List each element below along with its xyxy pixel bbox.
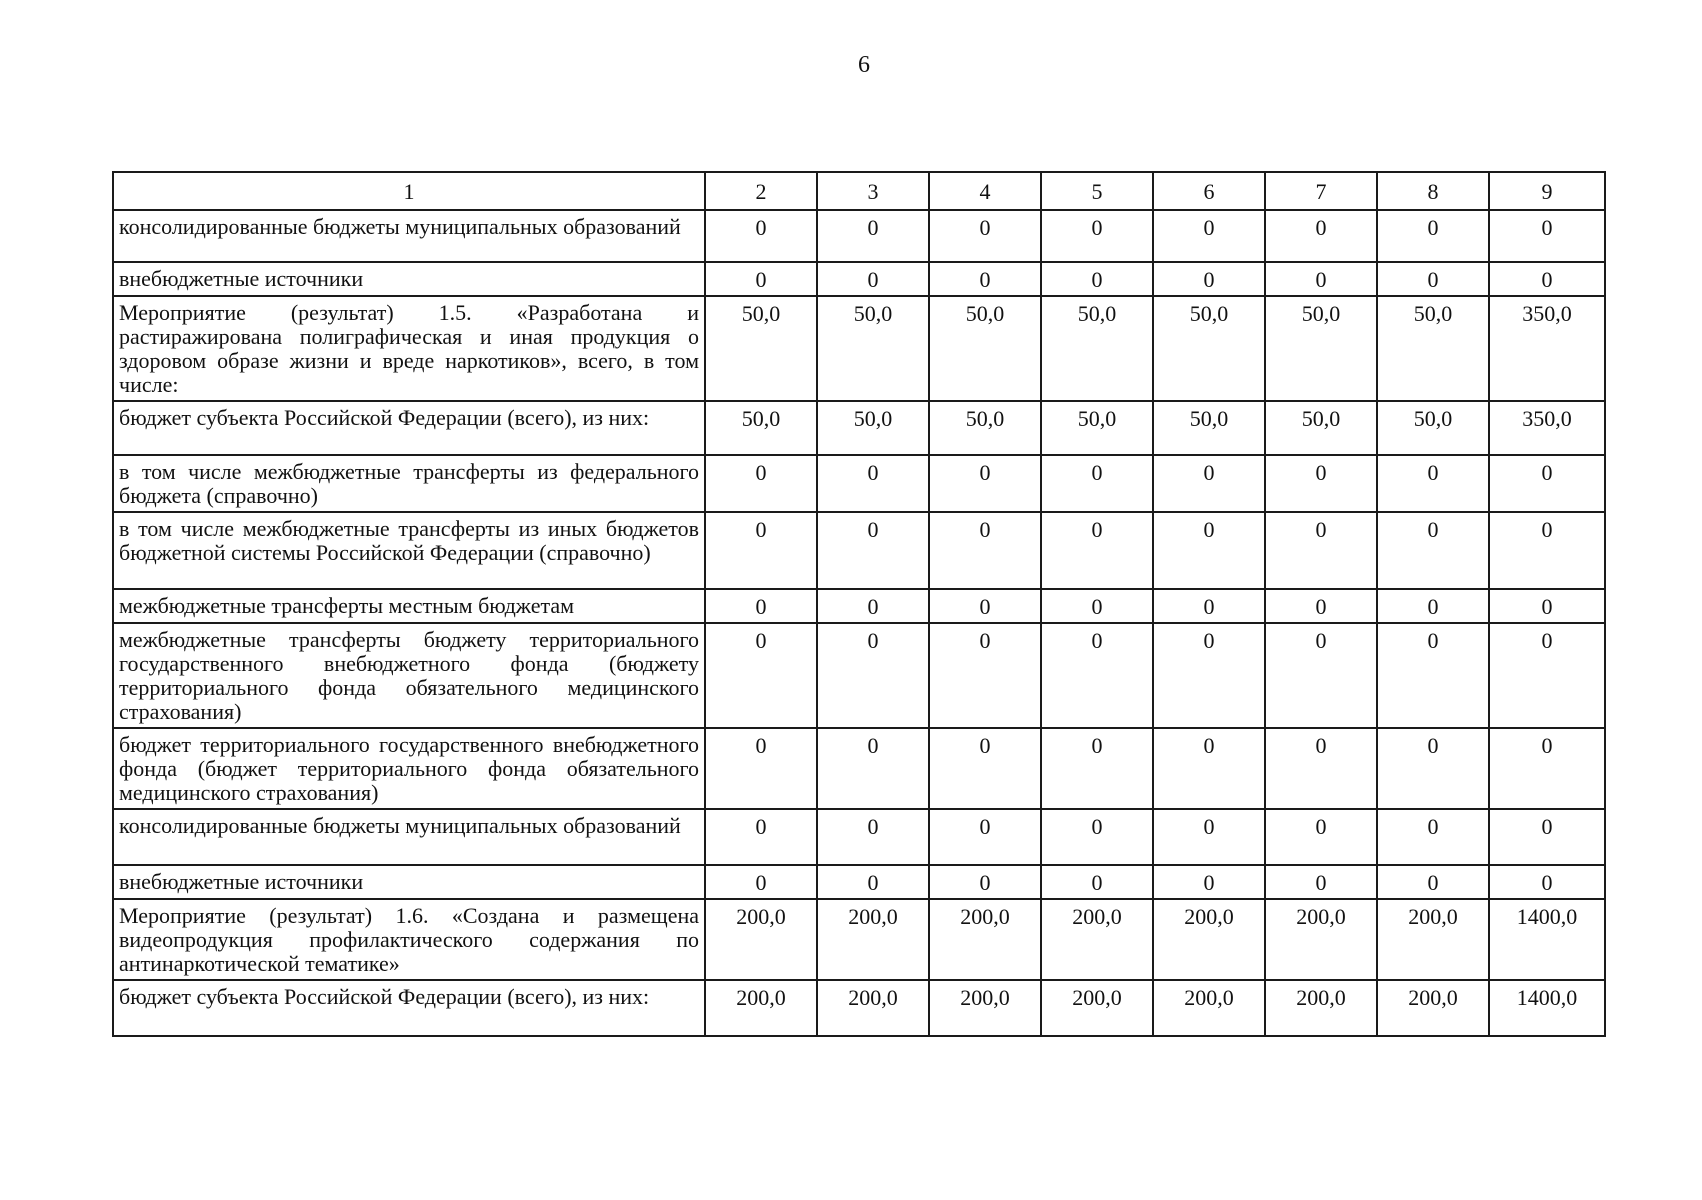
value-cell: 0 bbox=[1377, 728, 1489, 809]
row-label-cell: бюджет субъекта Российской Федерации (всего), из них: bbox=[113, 980, 705, 1036]
value-cell: 200,0 bbox=[1153, 899, 1265, 980]
value-cell: 0 bbox=[817, 512, 929, 589]
value-cell: 200,0 bbox=[1041, 899, 1153, 980]
value-cell: 200,0 bbox=[1377, 980, 1489, 1036]
table-body bbox=[113, 210, 1605, 1036]
value-cell: 0 bbox=[1377, 210, 1489, 262]
value-cell: 200,0 bbox=[1153, 980, 1265, 1036]
value-cell: 0 bbox=[1153, 210, 1265, 262]
value-cell: 0 bbox=[1489, 262, 1605, 296]
row-label-cell: Мероприятие (результат) 1.6. «Создана и размещена видеопродукция профилактического содержания по антинаркотической тематике» bbox=[113, 899, 705, 980]
header-cell: 7 bbox=[1265, 172, 1377, 210]
value-cell: 0 bbox=[705, 589, 817, 623]
value-cell: 50,0 bbox=[1265, 401, 1377, 455]
value-cell: 0 bbox=[1377, 623, 1489, 728]
value-cell: 0 bbox=[705, 512, 817, 589]
table-row bbox=[113, 455, 1605, 512]
header-cell: 9 bbox=[1489, 172, 1605, 210]
table-row bbox=[113, 296, 1605, 401]
table-row bbox=[113, 728, 1605, 809]
value-cell: 0 bbox=[1377, 512, 1489, 589]
value-cell: 0 bbox=[705, 865, 817, 899]
value-cell: 0 bbox=[1489, 728, 1605, 809]
value-cell: 50,0 bbox=[1153, 401, 1265, 455]
value-cell: 200,0 bbox=[1041, 980, 1153, 1036]
value-cell: 0 bbox=[1265, 512, 1377, 589]
value-cell: 200,0 bbox=[705, 899, 817, 980]
value-cell: 200,0 bbox=[817, 899, 929, 980]
header-cell: 5 bbox=[1041, 172, 1153, 210]
value-cell: 0 bbox=[1377, 455, 1489, 512]
value-cell: 0 bbox=[1153, 623, 1265, 728]
header-cell: 6 bbox=[1153, 172, 1265, 210]
header-cell: 3 bbox=[817, 172, 929, 210]
value-cell: 0 bbox=[1153, 728, 1265, 809]
value-cell: 0 bbox=[705, 210, 817, 262]
value-cell: 0 bbox=[1489, 455, 1605, 512]
value-cell: 0 bbox=[1265, 210, 1377, 262]
value-cell: 0 bbox=[1377, 262, 1489, 296]
value-cell: 0 bbox=[1041, 262, 1153, 296]
value-cell: 0 bbox=[1265, 589, 1377, 623]
value-cell: 0 bbox=[705, 809, 817, 865]
value-cell: 0 bbox=[929, 210, 1041, 262]
value-cell: 50,0 bbox=[1377, 296, 1489, 401]
value-cell: 200,0 bbox=[1377, 899, 1489, 980]
value-cell: 0 bbox=[705, 623, 817, 728]
value-cell: 50,0 bbox=[705, 296, 817, 401]
value-cell: 0 bbox=[1041, 455, 1153, 512]
value-cell: 0 bbox=[1041, 865, 1153, 899]
value-cell: 0 bbox=[1377, 809, 1489, 865]
value-cell: 0 bbox=[1153, 262, 1265, 296]
value-cell: 50,0 bbox=[705, 401, 817, 455]
page-number: 6 bbox=[858, 52, 870, 78]
value-cell: 0 bbox=[1041, 809, 1153, 865]
value-cell: 1400,0 bbox=[1489, 980, 1605, 1036]
value-cell: 0 bbox=[929, 455, 1041, 512]
value-cell: 200,0 bbox=[929, 980, 1041, 1036]
row-label-cell: консолидированные бюджеты муниципальных образований bbox=[113, 809, 705, 865]
table-row bbox=[113, 262, 1605, 296]
row-label-cell: в том числе межбюджетные трансферты из иных бюджетов бюджетной системы Российской Федерации (справочно) bbox=[113, 512, 705, 589]
value-cell: 0 bbox=[1153, 455, 1265, 512]
value-cell: 0 bbox=[1265, 623, 1377, 728]
value-cell: 0 bbox=[1153, 589, 1265, 623]
value-cell: 0 bbox=[929, 589, 1041, 623]
table-row bbox=[113, 512, 1605, 589]
value-cell: 0 bbox=[1489, 623, 1605, 728]
value-cell: 0 bbox=[929, 262, 1041, 296]
value-cell: 50,0 bbox=[929, 296, 1041, 401]
value-cell: 0 bbox=[1489, 512, 1605, 589]
value-cell: 0 bbox=[1265, 809, 1377, 865]
value-cell: 0 bbox=[817, 589, 929, 623]
value-cell: 200,0 bbox=[705, 980, 817, 1036]
value-cell: 0 bbox=[1489, 865, 1605, 899]
value-cell: 0 bbox=[1041, 623, 1153, 728]
value-cell: 0 bbox=[817, 865, 929, 899]
value-cell: 200,0 bbox=[929, 899, 1041, 980]
value-cell: 0 bbox=[1153, 512, 1265, 589]
row-label-cell: межбюджетные трансферты местным бюджетам bbox=[113, 589, 705, 623]
header-row bbox=[113, 172, 1605, 210]
value-cell: 1400,0 bbox=[1489, 899, 1605, 980]
table-row bbox=[113, 210, 1605, 262]
value-cell: 50,0 bbox=[1041, 296, 1153, 401]
row-label-cell: внебюджетные источники bbox=[113, 865, 705, 899]
value-cell: 200,0 bbox=[1265, 899, 1377, 980]
value-cell: 0 bbox=[929, 865, 1041, 899]
value-cell: 0 bbox=[1265, 865, 1377, 899]
header-cell: 2 bbox=[705, 172, 817, 210]
table-header bbox=[113, 172, 1605, 210]
value-cell: 350,0 bbox=[1489, 296, 1605, 401]
value-cell: 0 bbox=[1265, 262, 1377, 296]
header-cell: 8 bbox=[1377, 172, 1489, 210]
value-cell: 0 bbox=[1265, 455, 1377, 512]
value-cell: 0 bbox=[1041, 512, 1153, 589]
value-cell: 0 bbox=[817, 728, 929, 809]
table-row bbox=[113, 589, 1605, 623]
value-cell: 50,0 bbox=[1153, 296, 1265, 401]
row-label-cell: консолидированные бюджеты муниципальных образований bbox=[113, 210, 705, 262]
value-cell: 50,0 bbox=[1265, 296, 1377, 401]
value-cell: 50,0 bbox=[817, 401, 929, 455]
table-row bbox=[113, 623, 1605, 728]
value-cell: 0 bbox=[1489, 809, 1605, 865]
row-label-cell: бюджет субъекта Российской Федерации (всего), из них: bbox=[113, 401, 705, 455]
row-label-cell: внебюджетные источники bbox=[113, 262, 705, 296]
value-cell: 200,0 bbox=[817, 980, 929, 1036]
row-label-cell: бюджет территориального государственного внебюджетного фонда (бюджет территориального фонда обязательного медицинского страхования) bbox=[113, 728, 705, 809]
value-cell: 50,0 bbox=[1041, 401, 1153, 455]
table-row bbox=[113, 980, 1605, 1036]
value-cell: 0 bbox=[705, 728, 817, 809]
value-cell: 200,0 bbox=[1265, 980, 1377, 1036]
value-cell: 350,0 bbox=[1489, 401, 1605, 455]
value-cell: 0 bbox=[1153, 865, 1265, 899]
value-cell: 0 bbox=[817, 262, 929, 296]
value-cell: 0 bbox=[1041, 210, 1153, 262]
table-row bbox=[113, 899, 1605, 980]
budget-table bbox=[112, 171, 1606, 1037]
value-cell: 0 bbox=[929, 728, 1041, 809]
value-cell: 0 bbox=[817, 210, 929, 262]
value-cell: 50,0 bbox=[1377, 401, 1489, 455]
table-row bbox=[113, 809, 1605, 865]
value-cell: 0 bbox=[1377, 589, 1489, 623]
row-label-cell: Мероприятие (результат) 1.5. «Разработана и растиражирована полиграфическая и иная продукция о здоровом образе жизни и вреде наркотиков», всего, в том числе: bbox=[113, 296, 705, 401]
value-cell: 0 bbox=[1041, 728, 1153, 809]
value-cell: 0 bbox=[817, 623, 929, 728]
value-cell: 0 bbox=[929, 512, 1041, 589]
value-cell: 50,0 bbox=[817, 296, 929, 401]
header-cell: 1 bbox=[113, 172, 705, 210]
value-cell: 0 bbox=[705, 262, 817, 296]
value-cell: 0 bbox=[929, 623, 1041, 728]
value-cell: 0 bbox=[1265, 728, 1377, 809]
table-row bbox=[113, 865, 1605, 899]
value-cell: 0 bbox=[1041, 589, 1153, 623]
value-cell: 50,0 bbox=[929, 401, 1041, 455]
value-cell: 0 bbox=[1489, 589, 1605, 623]
value-cell: 0 bbox=[817, 455, 929, 512]
row-label-cell: межбюджетные трансферты бюджету территориального государственного внебюджетного фонда (бюджету территориального фонда обязательного медицинского страхования) bbox=[113, 623, 705, 728]
value-cell: 0 bbox=[1489, 210, 1605, 262]
value-cell: 0 bbox=[705, 455, 817, 512]
value-cell: 0 bbox=[1377, 865, 1489, 899]
header-cell: 4 bbox=[929, 172, 1041, 210]
value-cell: 0 bbox=[817, 809, 929, 865]
value-cell: 0 bbox=[1153, 809, 1265, 865]
value-cell: 0 bbox=[929, 809, 1041, 865]
row-label-cell: в том числе межбюджетные трансферты из федерального бюджета (справочно) bbox=[113, 455, 705, 512]
table-row bbox=[113, 401, 1605, 455]
